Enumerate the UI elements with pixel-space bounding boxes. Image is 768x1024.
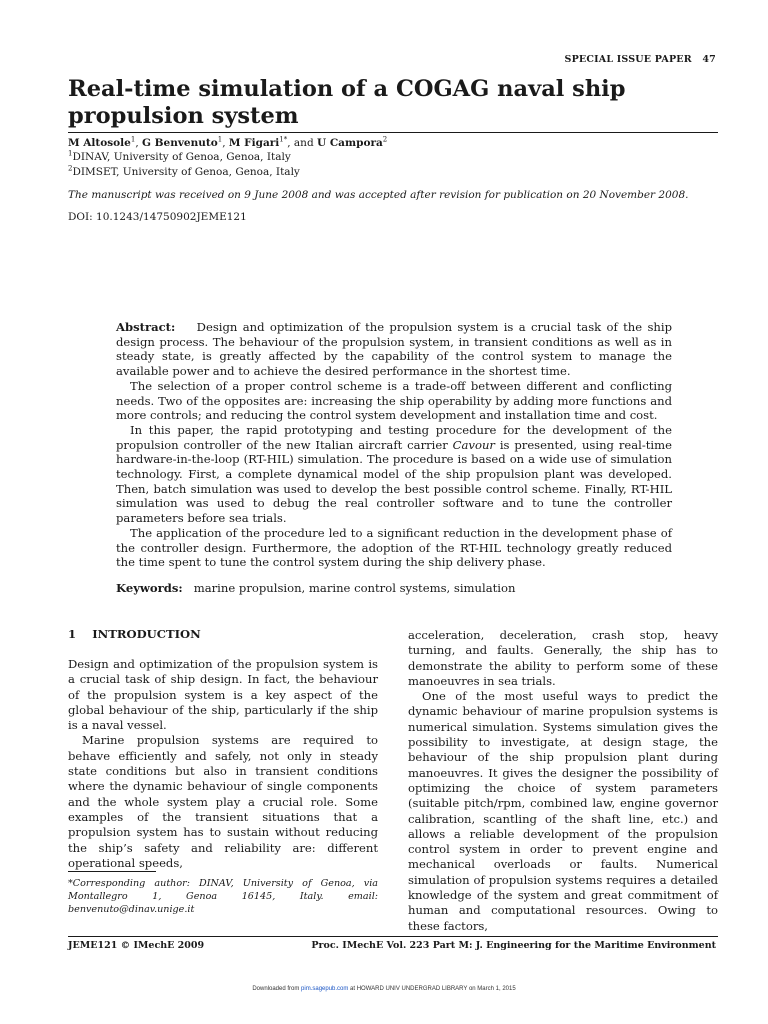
abstract-label: Abstract:	[116, 320, 176, 334]
affiliation-number: 2	[68, 164, 73, 173]
abstract	[116, 320, 672, 570]
abstract-text: Design and optimization of the propulsion system is a crucial task of the ship design process. The behaviour of the propulsion system, in transient conditions as well as in steady state, is greatly affected by the capability of the control system to manage the available power and to achieve the desired performance in the shortest time.	[116, 320, 672, 379]
author-name: U Campora	[317, 137, 383, 149]
page-number: 47	[702, 54, 716, 65]
running-header	[565, 54, 716, 65]
author-name: G Benvenuto	[142, 137, 218, 149]
paper-title: Real-time simulation of a COGAG naval ship propulsion system	[68, 76, 626, 129]
section-title: INTRODUCTION	[92, 627, 201, 641]
download-notice	[0, 986, 768, 992]
author-name: M Figari	[228, 137, 280, 149]
footer-journal-code: JEME121 © IMechE 2009	[68, 940, 205, 951]
body-paragraph: Design and optimization of the propulsion system is a crucial task of ship design. In fact, the behaviour of the propulsion system is a key aspect of the global behaviour of the ship, particularly if the ship is a naval vessel.	[68, 657, 378, 733]
header-label: SPECIAL ISSUE PAPER	[564, 54, 692, 65]
download-suffix: at HOWARD UNIV UNDERGRAD LIBRARY on March 1, 2015	[348, 986, 516, 992]
received-note: The manuscript was received on 9 June 2008 and was accepted after revision for publication on 20 November 2008.	[68, 189, 689, 201]
right-column	[408, 628, 718, 934]
affiliation-number: 1	[68, 149, 73, 158]
affiliation	[68, 166, 300, 178]
download-prefix: Downloaded from	[252, 986, 302, 992]
affiliation-text: DIMSET, University of Genoa, Genoa, Italy	[72, 166, 300, 178]
abstract-paragraph	[116, 423, 672, 526]
author-list	[68, 137, 387, 149]
download-site-link[interactable]: pim.sagepub.com	[301, 986, 349, 992]
author-affiliation-mark: 1*	[279, 135, 288, 144]
author-affiliation-mark: 1	[130, 135, 136, 144]
body-paragraph: Marine propulsion systems are required to behave efficiently and safely, not only in steady state conditions but also in transient conditions where the dynamic behaviour of single components and the whole system play a crucial role. Some examples of the transient situations that a propulsion system has to sustain without reducing the ship’s safety and reliability are: different operational speeds,	[68, 733, 378, 870]
keywords	[116, 581, 515, 595]
author-separator: ,	[222, 137, 229, 149]
author-affiliation-mark: 2	[382, 135, 388, 144]
affiliation	[68, 151, 291, 163]
body-paragraph: One of the most useful ways to predict the dynamic behaviour of marine propulsion systems is numerical simulation. Systems simulation gives the possibility to investigate, at design stage, the behaviour of the ship propulsion plant during manoeuvres. It gives the designer the possibility of optimizing the choice of system parameters (suitable pitch/rpm, combined law, engine governor calibration, scantling of the shaft line, etc.) and allows a reliable development of the propulsion control system in order to prevent engine and mechanical overloads or faults. Numerical simulation of propulsion systems requires a detailed knowledge of the system and great commitment of human and computational resources. Owing to these factors,	[408, 689, 718, 933]
footer-journal-name: Proc. IMechE Vol. 223 Part M: J. Engineering for the Maritime Environment	[311, 940, 716, 951]
abstract-text: In this paper, the rapid prototyping and testing procedure for the development of the propulsion controller of the new Italian aircraft carrier	[116, 422, 672, 452]
section-heading	[68, 627, 201, 641]
author-separator: ,	[135, 137, 143, 149]
abstract-paragraph: The application of the procedure led to a significant reduction in the development phase of the controller design. Furthermore, the adoption of the RT-HIL technology greatly reduced the time spent to tune the control system during the ship delivery phase.	[116, 525, 672, 570]
keywords-label: Keywords:	[116, 581, 183, 595]
ship-name: Cavour	[452, 437, 495, 452]
left-column	[68, 657, 378, 871]
author-separator: , and	[287, 137, 318, 149]
title-rule	[68, 132, 718, 133]
doi: DOI: 10.1243/14750902JEME121	[68, 211, 247, 223]
footnote-rule	[68, 871, 156, 872]
abstract-paragraph: The selection of a proper control scheme is a trade-off between different and conflicting needs. Two of the opposites are: increasing the ship operability by adding more functions and more controls; and reducing the control system development and installation time and cost.	[116, 378, 672, 423]
corresponding-author-footnote: *Corresponding author: DINAV, University of Genoa, via Montallegro 1, Genoa 16145, Italy. email: benvenuto@dinav.unige.it	[68, 878, 378, 916]
body-paragraph: acceleration, deceleration, crash stop, heavy turning, and faults. Generally, the ship has to demonstrate the ability to perform some of these manoeuvres in sea trials.	[408, 628, 718, 688]
keywords-text: marine propulsion, marine control systems, simulation	[193, 581, 516, 595]
abstract-paragraph	[116, 320, 672, 379]
author-affiliation-mark: 1	[217, 135, 223, 144]
section-number: 1	[68, 627, 77, 641]
author-name: M Altosole	[68, 137, 131, 149]
affiliation-text: DINAV, University of Genoa, Genoa, Italy	[72, 151, 291, 163]
abstract-text: is presented, using real-time hardware-in-the-loop (RT-HIL) simulation. The procedure is based on a wide use of simulation technology. First, a complete dynamical model of the ship propulsion plant was developed. Then, batch simulation was used to develop the best possible control scheme. Finally, RT-HIL simulation was used to debug the real controller software and to tune the controller parameters before sea trials.	[116, 437, 672, 526]
footer-rule	[68, 936, 718, 937]
